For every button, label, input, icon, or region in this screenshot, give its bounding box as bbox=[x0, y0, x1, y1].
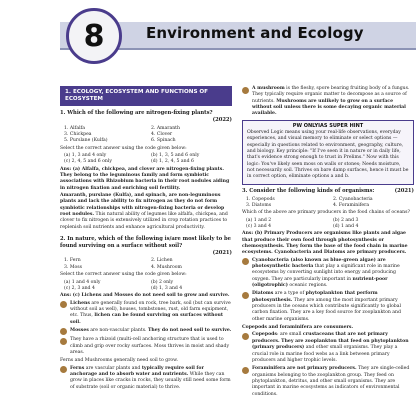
answer-option: (b) 2 only bbox=[151, 279, 174, 285]
left-column bbox=[60, 86, 232, 393]
bullet-bold: Foraminifera are not primary producers. bbox=[252, 366, 357, 372]
bullet-body: are non-vascular plants. bbox=[88, 327, 148, 333]
chapter-title: Environment and Ecology bbox=[146, 24, 364, 42]
section-heading: 1. ECOLOGY, ECOSYSTEM AND FUNCTIONS OF ECOSYSTEM bbox=[60, 86, 232, 106]
explanation-bullet bbox=[242, 366, 414, 398]
bullet-body: They are among the most important primary producers in the oceans which contribute significantly to global carbon fixation. They are a key food source for zooplankton and other marine organisms. bbox=[252, 297, 401, 322]
bullet-icon bbox=[60, 338, 67, 345]
list-item: 3. Chickpea bbox=[64, 131, 92, 137]
bullet-bold: Cyanobacteria (also known as blue-green algae) are photosynthetic bacteria bbox=[252, 257, 386, 270]
bullet-text bbox=[70, 301, 232, 326]
list-item: 4. Mushroom bbox=[151, 264, 182, 270]
bullet-body: oceanic regions. bbox=[287, 283, 328, 289]
bullet-text bbox=[70, 366, 232, 391]
bullet-bold: Lichens bbox=[70, 300, 90, 306]
question-3-instruction: Which of the above are primary producers in the food chains of oceans? bbox=[242, 210, 410, 216]
bullet-text bbox=[252, 291, 414, 323]
explanation-bullet bbox=[60, 328, 232, 336]
question-2-instruction: Select the correct answer using the code given below: bbox=[60, 272, 187, 278]
list-item: 2. Lichen bbox=[151, 258, 173, 264]
bullet-icon bbox=[242, 367, 249, 374]
explanation-bullet bbox=[242, 86, 414, 118]
answer-option: (b) 2 and 3 bbox=[333, 217, 359, 223]
list-item: 3. Moss bbox=[64, 264, 83, 270]
answer-option: (d) 1, 3 and 4 bbox=[151, 285, 183, 291]
bullet-icon bbox=[242, 292, 249, 299]
question-2-answer bbox=[60, 293, 232, 299]
bullet-icon bbox=[60, 366, 67, 373]
answer-text: Lichens and Mosses do not need soil to grow and survive. bbox=[79, 293, 230, 299]
chapter-header bbox=[0, 0, 416, 80]
chapter-number: 8 bbox=[83, 18, 105, 54]
question-1-items bbox=[64, 126, 232, 145]
chapter-number-badge bbox=[66, 8, 122, 64]
question-1-options bbox=[64, 153, 232, 166]
answer-option: (d) 1 and 4 bbox=[333, 223, 359, 229]
bullet-body: are generally found on rock, tree bark, soil (but can survive without soil as well), houses, tombstones, rust, old farm equipment, etc. Thus, bbox=[70, 300, 231, 319]
explanation-bullet bbox=[60, 301, 232, 326]
list-item: 1. Alfalfa bbox=[64, 125, 85, 131]
answer-label: Ans: (c) bbox=[60, 293, 80, 299]
question-3-text: 3. Consider the following kinds of organisms: bbox=[242, 187, 375, 194]
question-1-instruction: Select the correct answer using the code given below: bbox=[60, 145, 187, 151]
list-item: 2. Cyanobacteria bbox=[333, 196, 373, 202]
answer-label: Ans: (a) bbox=[60, 166, 81, 172]
answer-option: (a) 1 and 4 only bbox=[64, 279, 101, 285]
right-column bbox=[242, 86, 414, 400]
explanation-bold: Amaranth, purslane (Kulfa), and spinach, are non-leguminous plants and lack the ability to fix nitrogen as they do not form symbiotic relationships with nitrogen-fixing bacteria or develop root nodules. bbox=[60, 193, 225, 218]
explanation-text: This natural ability of legumes like alfalfa, chickpea, and clover to fix nitrogen is extensively utilized in crop rotation practices to replenish soil nutrients and enhance agricultural productivity. bbox=[60, 212, 228, 230]
list-item: 5. Purslane (Kulfa) bbox=[64, 138, 108, 144]
list-item: 4. Clover bbox=[151, 131, 173, 137]
bullet-body: While they can grow in places like cracks in rocks, they usually still need some form of substrate (soil or organic material) to thrive. bbox=[70, 372, 231, 390]
question-2-options bbox=[64, 280, 232, 293]
bullet-bold: nutrient-poor (oligotrophic) bbox=[252, 276, 388, 289]
bullet-icon bbox=[60, 328, 67, 335]
bullet-text: They have a rhizoid (multi-cell anchoring structure that is used to climb and grip over rocky surfaces. Moss thrives in moist and shady areas. bbox=[70, 337, 230, 356]
answer-option: (c) 3 and 4 bbox=[246, 223, 272, 229]
question-3-year: (2021) bbox=[394, 187, 414, 194]
bullet-body: are a type of bbox=[273, 291, 306, 297]
ferns-note: Ferns and Mushrooms generally need soil to grow. bbox=[60, 358, 179, 364]
question-1-explanation bbox=[60, 193, 232, 231]
explanation-bullet bbox=[60, 337, 232, 356]
bullet-bold: lichen can be found surviving on surfaces without soil. bbox=[70, 313, 224, 325]
question-1-answer bbox=[60, 167, 232, 192]
answer-option: (c) 2, 3 and 4 bbox=[64, 285, 95, 291]
bullet-icon bbox=[242, 258, 249, 265]
bullet-text bbox=[252, 258, 414, 290]
bullet-text bbox=[70, 328, 232, 336]
question-1-text: 1. Which of the following are nitrogen-fixing plants? bbox=[60, 110, 213, 116]
bullet-bold: Copepods bbox=[252, 332, 277, 338]
answer-option: (a) 1 and 2 bbox=[246, 217, 272, 223]
bullet-text bbox=[252, 86, 414, 118]
answer-text: Primary Producers are organisms like plants and algae that produce their own food through photosynthesis or chemosynthesis. They form the base of the food chain in marine ecosystems. Cyanobacteria and Diatoms are primary producers. bbox=[242, 231, 408, 256]
answer-label: Ans: (b) bbox=[242, 231, 263, 237]
question-2-text: 2. In nature, which of the following is/are most likely to be found surviving on a surface without soil? bbox=[60, 236, 231, 249]
super-hint-text: Observed Logic means using your real-life observations, everyday experiences, and visual memory to eliminate or select options — especially in questions related to environment, geography, culture, and biology. Key principle: "If I've seen it in nature or in daily life, that's evidence strong enough to trust in Prelims." Now with this logic: You've likely seen moss on walls or stones; Needs moisture, not necessarily soil. Thrives on bare damp surfaces, hence it must be in correct option, eliminate options a and b. bbox=[247, 130, 409, 180]
bullet-body: and other small organisms. They play a crucial role in marine food webs as a link between primary producers and higher trophic levels. bbox=[252, 345, 398, 363]
bullet-bold: phytoplankton that perform photosynthesis. bbox=[252, 291, 378, 303]
question-1 bbox=[60, 110, 232, 124]
bullet-bold: They do not need soil to survive. bbox=[147, 327, 232, 333]
bullet-body: They are single-celled organisms belonging to the zooplankton group. They feed on phytoplankton, detritus, and other small organisms. They are important in marine ecosystems as indicators of environmental conditions. bbox=[252, 366, 410, 397]
explanation-bullet bbox=[242, 291, 414, 323]
answer-text: Alfalfa, chickpea, and clover are nitrogen-fixing plants. They belong to the leguminous family and form symbiotic associations with Rhizobium bacteria in their root nodules aiding in nitrogen fixation and enriching soil fertility. bbox=[60, 166, 230, 191]
bullet-body: are vascular plants and bbox=[84, 365, 142, 371]
copepods-note: Copepods and foraminifera are consumers. bbox=[242, 325, 354, 331]
super-hint-heading: PW ONLYIAS SUPER HINT bbox=[292, 122, 364, 129]
list-item: 6. Spinach bbox=[151, 138, 176, 144]
bullet-bold: Mushrooms are unlikely to grow on a surface without soil unless there is some decaying organic material available. bbox=[252, 98, 406, 117]
answer-option: (b) 1, 3, 5 and 6 only bbox=[151, 152, 200, 158]
bullet-bold: A mushroom bbox=[252, 86, 285, 91]
bullet-body: is the fleshy, spore bearing fruiting body of a fungus. They typically require organic matter to decompose as a source of nutrients. bbox=[252, 86, 410, 104]
question-3-items bbox=[246, 197, 414, 210]
list-item: 3. Diatoms bbox=[246, 202, 272, 208]
bullet-text bbox=[252, 366, 414, 398]
list-item: 2. Amaranth bbox=[151, 125, 180, 131]
question-3 bbox=[242, 188, 414, 195]
list-item: 1. Fern bbox=[64, 258, 81, 264]
question-3-options bbox=[246, 218, 414, 231]
bullet-bold: Ferns bbox=[70, 365, 85, 371]
question-2-year: (2021) bbox=[212, 249, 232, 256]
list-item: 1. Copepods bbox=[246, 196, 275, 202]
explanation-bullet bbox=[60, 366, 232, 391]
question-1-year: (2022) bbox=[212, 116, 232, 123]
question-3-answer bbox=[242, 231, 414, 256]
answer-option: (d) 1, 2, 4, 5 and 6 bbox=[151, 159, 194, 165]
super-hint-box bbox=[242, 120, 414, 185]
bullet-bold: Mosses bbox=[70, 327, 89, 333]
bullet-body: : are small bbox=[276, 332, 303, 338]
bullet-bold: typically require soil for anchorage and to absorb water and nutrients. bbox=[70, 365, 204, 378]
bullet-icon bbox=[242, 87, 249, 94]
bullet-icon bbox=[242, 333, 249, 340]
answer-option: (c) 2, 4, 5 and 6 only bbox=[64, 159, 112, 165]
bullet-body: that play a significant role in marine ecosystems by converting sunlight into energy and producing oxygen. They are particularly important in bbox=[252, 264, 400, 282]
question-2 bbox=[60, 236, 232, 256]
answer-option: (a) 1, 3 and 4 only bbox=[64, 152, 107, 158]
bullet-bold: crustaceans that are not primary producers. They are zooplankton that feed on phytoplankton (primary producers) bbox=[252, 332, 409, 351]
bullet-text bbox=[252, 332, 414, 364]
question-2-items bbox=[64, 258, 232, 271]
bullet-bold: Diatoms bbox=[252, 291, 274, 297]
bullet-icon bbox=[60, 301, 67, 308]
explanation-bullet bbox=[242, 258, 414, 290]
explanation-bullet bbox=[242, 332, 414, 364]
list-item: 4. Foraminifera bbox=[333, 202, 370, 208]
